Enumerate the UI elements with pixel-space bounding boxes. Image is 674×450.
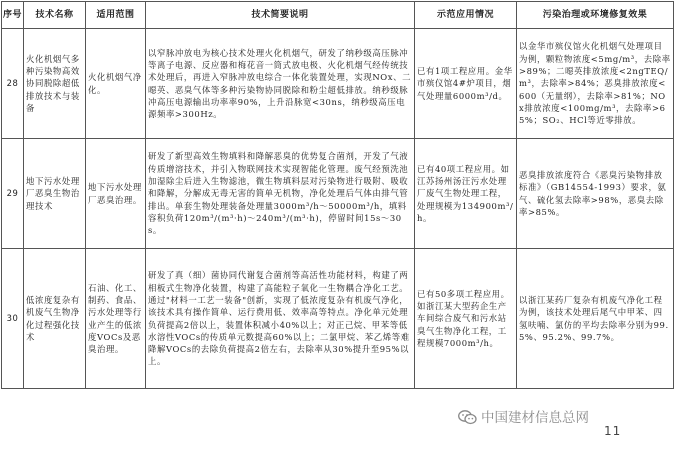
row-scope: 石油、化工、制药、食品、污水处理等行业产生的低浓度VOCs及恶臭治理。: [86, 249, 146, 389]
row-index: 29: [2, 139, 24, 249]
header-scope: 适用范围: [86, 2, 146, 29]
header-description: 技术简要说明: [146, 2, 415, 29]
row-name: 地下污水处理厂恶臭生物治理技术: [24, 139, 86, 249]
watermark: [458, 406, 589, 426]
row-description: 以窄脉冲放电为核心技术处理火化机烟气，研发了纳秒级高压脉冲等离子电源、反应器和梅花音一筒式放电极、火化机烟气经传统技术处理后，再进入窄脉冲放电综合一体化装置处理，实现NOx、二噁英、恶臭气体等多种污染物协同脱除和粉尘超低排放。纳秒级脉冲高压电源输出功率率90%，上升沿脉宽<30ns，纳秒级高压电源频率>300Hz。: [146, 29, 415, 139]
row-index: 28: [2, 29, 24, 139]
row-scope: 火化机烟气净化。: [86, 29, 146, 139]
table-header-row: [2, 2, 674, 29]
row-effect: 恶臭排放浓度符合《恶臭污染物排放标准》（GB14554-1993）要求，氨气、硫化氢去除率>98%，恶臭去除率>85%。: [517, 139, 674, 249]
page-number: 11: [604, 424, 622, 438]
row-application: 已有1项工程应用。金华市殡仪馆4#炉项目，烟气处理量6000m³/d。: [415, 29, 517, 139]
header-index: 序号: [2, 2, 24, 29]
header-effect: 污染治理或环境修复效果: [517, 2, 674, 29]
row-application: 已有50多项工程应用。如浙江某大型药企生产车间综合废气和污水站臭气生物净化工程，工程规模7000m³/h。: [415, 249, 517, 389]
table-row: [2, 249, 674, 389]
wechat-icon: [458, 410, 477, 425]
row-description: 研发了真（细）菌协同代谢复合菌剂等高活性功能材料，构建了两相板式生物净化装置，构建了高能粒子氧化一生物耦合净化工艺。通过"材料一工艺一装备"创新，实现了低浓度复杂有机废气净化，该技术具有操作简单、运行费用低、效率高等特点。净化单元处理负荷提高2倍以上，装置体积减小40%以上；对正己烷、甲苯等低水溶性VOCs的传质单元数提高60%以上；二氯甲烷、苯乙烯等难降解VOCs的去除负荷提高2倍左右，去除率从30%提升至95%以上。: [146, 249, 415, 389]
header-name: 技术名称: [24, 2, 86, 29]
technology-table: [1, 1, 674, 389]
row-scope: 地下污水处理厂恶臭治理。: [86, 139, 146, 249]
row-name: 火化机烟气多种污染物高效协同脱除超低排放技术与装备: [24, 29, 86, 139]
table-row: [2, 29, 674, 139]
row-index: 30: [2, 249, 24, 389]
row-description: 研发了新型高效生物填料和降解恶臭的优势复合菌剂，开发了气液传质增溶技术，并引入物联网技术实现智能化管理。废气经预洗池加湿除尘后进入生物滤池，微生物填料层对污染物进行吸附、吸收和降解，分解成无毒无害的简单无机物，净化处理后气体由排气管排出。单套生物处理装备处理量3000m³/h～50000m³/h，填料容积负荷120m³/(m³·h)～240m³/(m³·h)，停留时间15s～30s。: [146, 139, 415, 249]
table-row: [2, 139, 674, 249]
watermark-text: 中国建材信息总网: [481, 410, 589, 426]
row-effect: 以浙江某药厂复杂有机废气净化工程为例，该技术处理后尾气中甲苯、四氢呋喃、氯仿的平均去除率分别为99.5%、95.2%、99.7%。: [517, 249, 674, 389]
row-name: 低浓度复杂有机废气生物净化过程强化技术: [24, 249, 86, 389]
header-application: 示范应用情况: [415, 2, 517, 29]
row-effect: 以金华市殡仪馆火化机烟气处理项目为例，颗粒物浓度<5mg/m³，去除率>89%；二噁英排放浓度<2ngTEQ/m³，去除率>84%；恶臭排放浓度<600（无量纲），去除率>81%；NOx排放浓度<100mg/m³，去除率>65%；SO₂、HCl等近零排放。: [517, 29, 674, 139]
row-application: 已有40项工程应用。如江苏扬州汤汪污水处理厂废气生物处理工程，处理规模为134900m³/h。: [415, 139, 517, 249]
